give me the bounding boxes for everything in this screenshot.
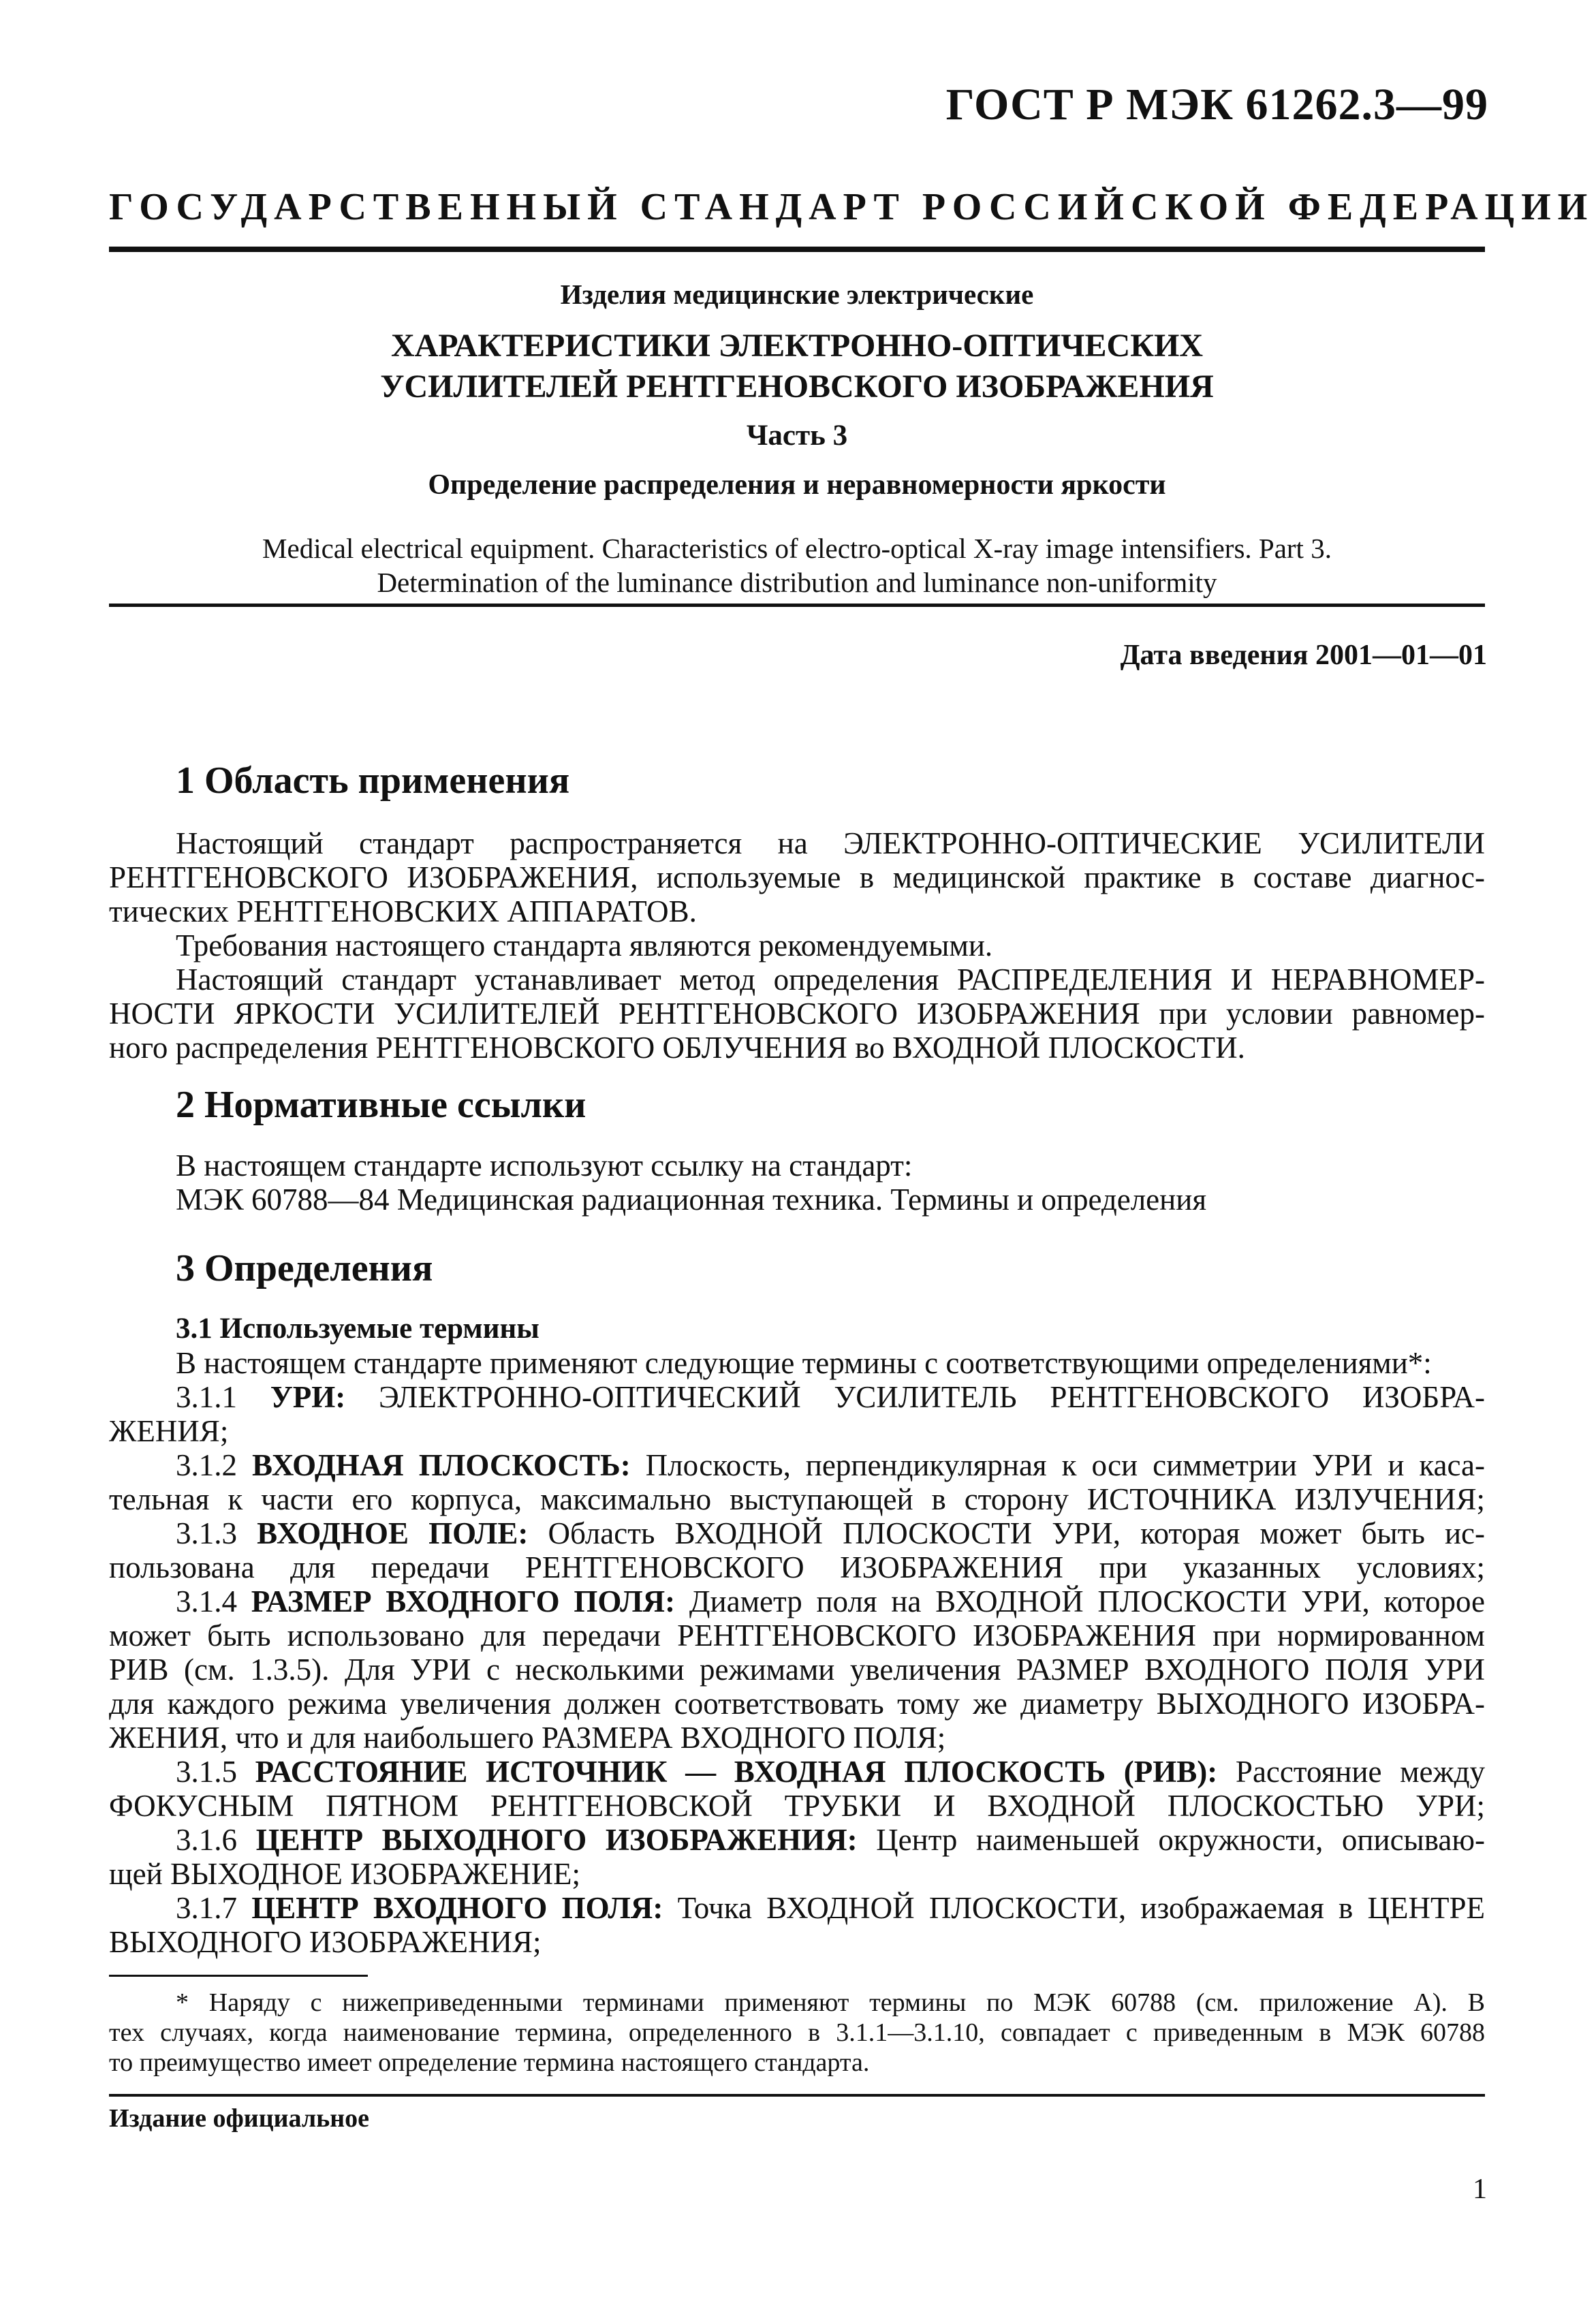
footnote-line: то преимущество имеет определение термина настоящего стандарта. <box>109 2048 870 2077</box>
term-name: РАССТОЯНИЕ ИСТОЧНИК — ВХОДНАЯ ПЛОСКОСТЬ (РИВ): <box>255 1755 1218 1789</box>
subtitle: Определение распределения и неравномерности яркости <box>428 469 1166 501</box>
section-2-body <box>109 1148 1485 1217</box>
term-text: Диаметр поля на ВХОДНОЙ ПЛОСКОСТИ УРИ, которое <box>689 1584 1486 1618</box>
term-number: 3.1.5 <box>176 1755 237 1789</box>
section-3-heading: 3 Определения <box>176 1247 433 1289</box>
term-number: 3.1.6 <box>176 1823 237 1857</box>
text-line: ВЫХОДНОГО ИЗОБРАЖЕНИЯ; <box>109 1925 542 1959</box>
text-line: может быть использовано для передачи РЕНТГЕНОВСКОГО ИЗОБРАЖЕНИЯ при нормированном <box>109 1618 1485 1653</box>
term-text: Плоскость, перпендикулярная к оси симметрии УРИ и каса- <box>645 1448 1486 1482</box>
term-3-1-6 <box>109 1823 1485 1857</box>
text-line: МЭК 60788—84 Медицинская радиационная техника. Термины и определения <box>176 1183 1207 1217</box>
part-number: Часть 3 <box>746 420 848 452</box>
main-title <box>109 326 1485 407</box>
term-number: 3.1.3 <box>176 1516 237 1550</box>
term-number: 3.1.4 <box>176 1584 237 1618</box>
text-line: ЖЕНИЯ, что и для наибольшего РАЗМЕРА ВХОДНОГО ПОЛЯ; <box>109 1721 946 1755</box>
title-divider <box>109 604 1485 607</box>
english-title <box>109 531 1485 599</box>
state-standard-title: ГОСУДАРСТВЕННЫЙ СТАНДАРТ РОССИЙСКОЙ ФЕДЕРАЦИИ <box>109 186 1595 228</box>
text-line: НОСТИ ЯРКОСТИ УСИЛИТЕЛЕЙ РЕНТГЕНОВСКОГО ИЗОБРАЖЕНИЯ при условии равномер- <box>109 997 1485 1031</box>
official-edition-label: Издание официальное <box>109 2104 370 2133</box>
footer-divider <box>109 2094 1485 2097</box>
english-title-line: Determination of the luminance distribution and luminance non-uniformity <box>377 567 1217 598</box>
text-line: Требования настоящего стандарта являются рекомендуемыми. <box>176 928 993 962</box>
main-title-line: ХАРАКТЕРИСТИКИ ЭЛЕКТРОННО-ОПТИЧЕСКИХ <box>390 328 1204 364</box>
term-3-1-2 <box>109 1448 1485 1482</box>
term-name: ЦЕНТР ВЫХОДНОГО ИЗОБРАЖЕНИЯ: <box>255 1823 858 1857</box>
product-category: Изделия медицинские электрические <box>560 279 1034 310</box>
term-3-1-1 <box>109 1380 1485 1414</box>
term-3-1-4 <box>109 1584 1485 1618</box>
text-line: тических РЕНТГЕНОВСКИХ АППАРАТОВ. <box>109 894 697 928</box>
text-line: для каждого режима увеличения должен соответствовать тому же диаметру ВЫХОДНОГО ИЗОБРА- <box>109 1687 1485 1721</box>
section-1-heading: 1 Область применения <box>176 760 570 802</box>
term-name: ЦЕНТР ВХОДНОГО ПОЛЯ: <box>251 1891 663 1925</box>
footnote <box>109 1988 1485 2078</box>
text-line: ФОКУСНЫМ ПЯТНОМ РЕНТГЕНОВСКОЙ ТРУБКИ И ВХОДНОЙ ПЛОСКОСТЬЮ УРИ; <box>109 1789 1485 1823</box>
term-text: Расстояние между <box>1235 1755 1486 1789</box>
title-block <box>109 275 1485 599</box>
term-text: Область ВХОДНОЙ ПЛОСКОСТИ УРИ, которая может быть ис- <box>548 1516 1486 1550</box>
term-text: Центр наименьшей окружности, описываю- <box>876 1823 1486 1857</box>
page-number: 1 <box>1473 2174 1487 2205</box>
subsection-heading: 3.1 Используемые термины <box>176 1313 539 1345</box>
text-line: РИВ (см. 1.3.5). Для УРИ с несколькими режимами увеличения РАЗМЕР ВХОДНОГО ПОЛЯ УРИ <box>109 1653 1485 1687</box>
term-name: ВХОДНОЕ ПОЛЕ: <box>257 1516 529 1550</box>
main-title-line: УСИЛИТЕЛЕЙ РЕНТГЕНОВСКОГО ИЗОБРАЖЕНИЯ <box>380 369 1214 405</box>
section-3-body <box>109 1312 1485 1959</box>
term-3-1-3 <box>109 1516 1485 1550</box>
text-line: РЕНТГЕНОВСКОГО ИЗОБРАЖЕНИЯ, используемые в медицинской практике в составе диагнос- <box>109 860 1485 894</box>
footnote-divider <box>109 1975 368 1977</box>
term-3-1-5 <box>109 1755 1485 1789</box>
term-text: Точка ВХОДНОЙ ПЛОСКОСТИ, изображаемая в ЦЕНТРЕ <box>677 1891 1485 1925</box>
term-number: 3.1.7 <box>176 1891 237 1925</box>
term-name: РАЗМЕР ВХОДНОГО ПОЛЯ: <box>251 1584 676 1618</box>
text-line: В настоящем стандарте применяют следующие термины с соответствующими определениями*: <box>176 1346 1432 1380</box>
footnote-line: тех случаях, когда наименование термина, определенного в 3.1.1—3.1.10, совпадает с приведенным в МЭК 60788 <box>109 2018 1485 2047</box>
term-3-1-7 <box>109 1891 1485 1925</box>
english-title-line: Medical electrical equipment. Characteristics of electro-optical X-ray image intensifiers. Part 3. <box>262 533 1332 564</box>
text-line: ЖЕНИЯ; <box>109 1414 229 1448</box>
document-code: ГОСТ Р МЭК 61262.3—99 <box>945 80 1488 129</box>
text-line: щей ВЫХОДНОЕ ИЗОБРАЖЕНИЕ; <box>109 1857 581 1891</box>
header-divider <box>109 247 1485 252</box>
section-2-heading: 2 Нормативные ссылки <box>176 1084 586 1126</box>
section-1-body <box>109 826 1485 1065</box>
text-line: В настоящем стандарте используют ссылку на стандарт: <box>176 1148 913 1183</box>
introduction-date: Дата введения 2001—01—01 <box>1120 640 1487 671</box>
term-name: ВХОДНАЯ ПЛОСКОСТЬ: <box>251 1448 631 1482</box>
text-line: тельная к части его корпуса, максимально выступающей в сторону ИСТОЧНИКА ИЗЛУЧЕНИЯ; <box>109 1482 1485 1516</box>
text-line: Настоящий стандарт устанавливает метод определения РАСПРЕДЕЛЕНИЯ И НЕРАВНОМЕР- <box>176 962 1485 997</box>
term-number: 3.1.2 <box>176 1448 237 1482</box>
text-line: ного распределения РЕНТГЕНОВСКОГО ОБЛУЧЕНИЯ во ВХОДНОЙ ПЛОСКОСТИ. <box>109 1031 1245 1065</box>
term-text: ЭЛЕКТРОННО-ОПТИЧЕСКИЙ УСИЛИТЕЛЬ РЕНТГЕНОВСКОГО ИЗОБРА- <box>379 1380 1486 1414</box>
term-name: УРИ: <box>270 1380 346 1414</box>
text-line: Настоящий стандарт распространяется на ЭЛЕКТРОННО-ОПТИЧЕСКИЕ УСИЛИТЕЛИ <box>176 826 1485 860</box>
term-number: 3.1.1 <box>176 1380 237 1414</box>
text-line: пользована для передачи РЕНТГЕНОВСКОГО ИЗОБРАЖЕНИЯ при указанных условиях; <box>109 1550 1485 1584</box>
footnote-line: * Наряду с нижеприведенными терминами применяют термины по МЭК 60788 (см. приложение А). В <box>176 1988 1485 2017</box>
